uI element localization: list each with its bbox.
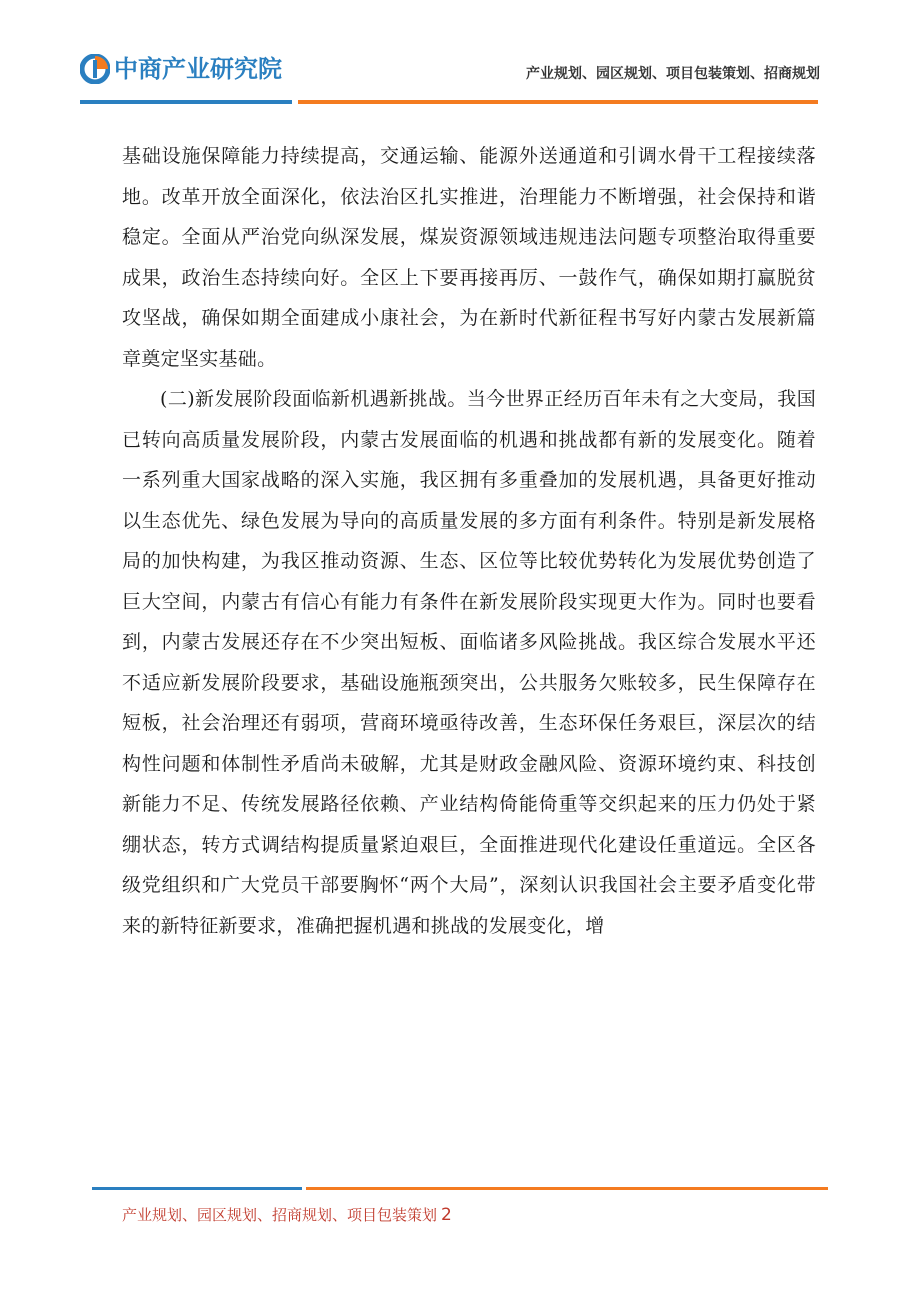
footer-divider-orange [306, 1187, 828, 1190]
document-body [122, 136, 816, 946]
header-divider-blue [80, 100, 292, 104]
body-paragraph-2: (二)新发展阶段面临新机遇新挑战。当今世界正经历百年未有之大变局，我国已转向高质量发展阶段，内蒙古发展面临的机遇和挑战都有新的发展变化。随着一系列重大国家战略的深入实施，我区拥有多重叠加的发展机遇，具备更好推动以生态优先、绿色发展为导向的高质量发展的多方面有利条件。特别是新发展格局的加快构建，为我区推动资源、生态、区位等比较优势转化为发展优势创造了巨大空间，内蒙古有信心有能力有条件在新发展阶段实现更大作为。同时也要看到，内蒙古发展还存在不少突出短板、面临诸多风险挑战。我区综合发展水平还不适应新发展阶段要求，基础设施瓶颈突出，公共服务欠账较多，民生保障存在短板，社会治理还有弱项，营商环境亟待改善，生态环保任务艰巨，深层次的结构性问题和体制性矛盾尚未破解，尤其是财政金融风险、资源环境约束、科技创新能力不足、传统发展路径依赖、产业结构倚能倚重等交织起来的压力仍处于紧绷状态，转方式调结构提质量紧迫艰巨，全面推进现代化建设任重道远。全区各级党组织和广大党员干部要胸怀“两个大局”，深刻认识我国社会主要矛盾变化带来的新特征新要求，准确把握机遇和挑战的发展变化，增 [122, 388, 816, 937]
footer-tagline: 产业规划、园区规划、招商规划、项目包装策划 [122, 1206, 438, 1224]
header-divider-orange [298, 100, 818, 104]
page-footer [122, 1205, 452, 1225]
page-header [0, 0, 920, 110]
body-paragraph-1: 基础设施保障能力持续提高，交通运输、能源外送通道和引调水骨干工程接续落地。改革开放全面深化，依法治区扎实推进，治理能力不断增强，社会保持和谐稳定。全面从严治党向纵深发展，煤炭资源领域违规违法问题专项整治取得重要成果，政治生态持续向好。全区上下要再接再厉、一鼓作气，确保如期打赢脱贫攻坚战，确保如期全面建成小康社会，为在新时代新征程书写好内蒙古发展新篇章奠定坚实基础。 [122, 145, 816, 370]
footer-divider-blue [92, 1187, 302, 1190]
page-number: 2 [441, 1205, 452, 1225]
logo-text: 中商产业研究院 [114, 55, 282, 83]
company-logo [80, 52, 282, 86]
header-tagline: 产业规划、园区规划、项目包装策划、招商规划 [526, 66, 820, 82]
logo-mark-icon [80, 54, 110, 84]
